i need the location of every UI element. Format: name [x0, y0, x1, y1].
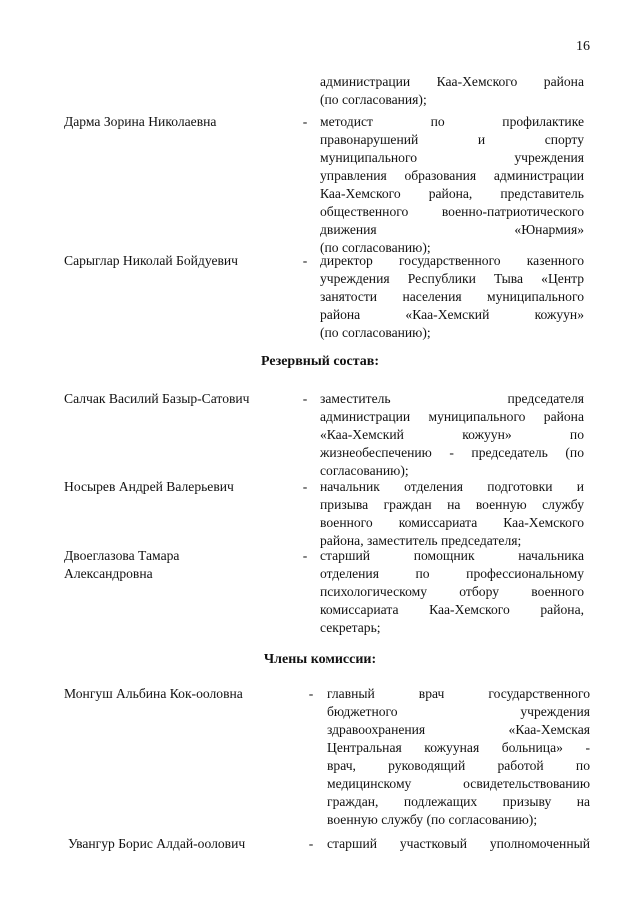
members-heading: Члены комиссии:: [263, 652, 377, 667]
text-line: администрации Каа-Хемского района: [320, 74, 584, 89]
person-name: Дарма Зорина Николаевна: [64, 114, 217, 129]
position-description: старший помощник начальника отделения по профессиональному психологическому отбору военного комиссариата Каа-Хемского района, секретарь;: [320, 548, 584, 635]
dash: -: [302, 114, 308, 129]
position-description: заместитель председателя администрации муниципального района «Каа-Хемский кожуун» по жизнеобеспечению - председатель (по согласованию);: [320, 391, 584, 478]
dash: -: [302, 479, 308, 494]
dash: -: [308, 686, 314, 701]
position-description: методист по профилактике правонарушений и спорту муниципального учреждения управления образования администрации Каа-Хемского района, представитель общественного военно-патриотического движения «Юнармия» (по согласованию);: [320, 114, 584, 255]
continuation-text: [320, 73, 584, 109]
dash: -: [302, 391, 308, 406]
position-description: начальник отделения подготовки и призыва граждан на военную службу военного комиссариата Каа-Хемского района, заместитель председателя;: [320, 479, 584, 548]
person-name: Салчак Василий Базыр-Сатович: [64, 391, 250, 406]
text-line: (по согласования);: [320, 92, 427, 107]
person-name: Монгуш Альбина Кок-ооловна: [64, 686, 243, 701]
person-name: Двоеглазова Тамара Александровна: [64, 548, 180, 581]
reserve-heading: Резервный состав:: [260, 354, 380, 369]
position-description: старший участковый уполномоченный: [327, 836, 590, 851]
position-description: главный врач государственного бюджетного учреждения здравоохранения «Каа-Хемская Центральная кожууная больница» - врач, руководящий работой по медицинскому освидетельствованию граждан, подлежащих призыву на военную службу (по согласованию);: [327, 686, 590, 827]
dash: -: [308, 836, 314, 851]
person-name: Сарыглар Николай Бойдуевич: [64, 253, 239, 268]
person-name: Увангур Борис Алдай-оолович: [68, 836, 246, 851]
dash: -: [302, 253, 308, 268]
position-description: директор государственного казенного учреждения Республики Тыва «Центр занятости населения муниципального района «Каа-Хемский кожуун» (по согласованию);: [320, 253, 584, 340]
page-number: 16: [576, 39, 590, 54]
person-name: Носырев Андрей Валерьевич: [64, 479, 234, 494]
dash: -: [302, 548, 308, 563]
